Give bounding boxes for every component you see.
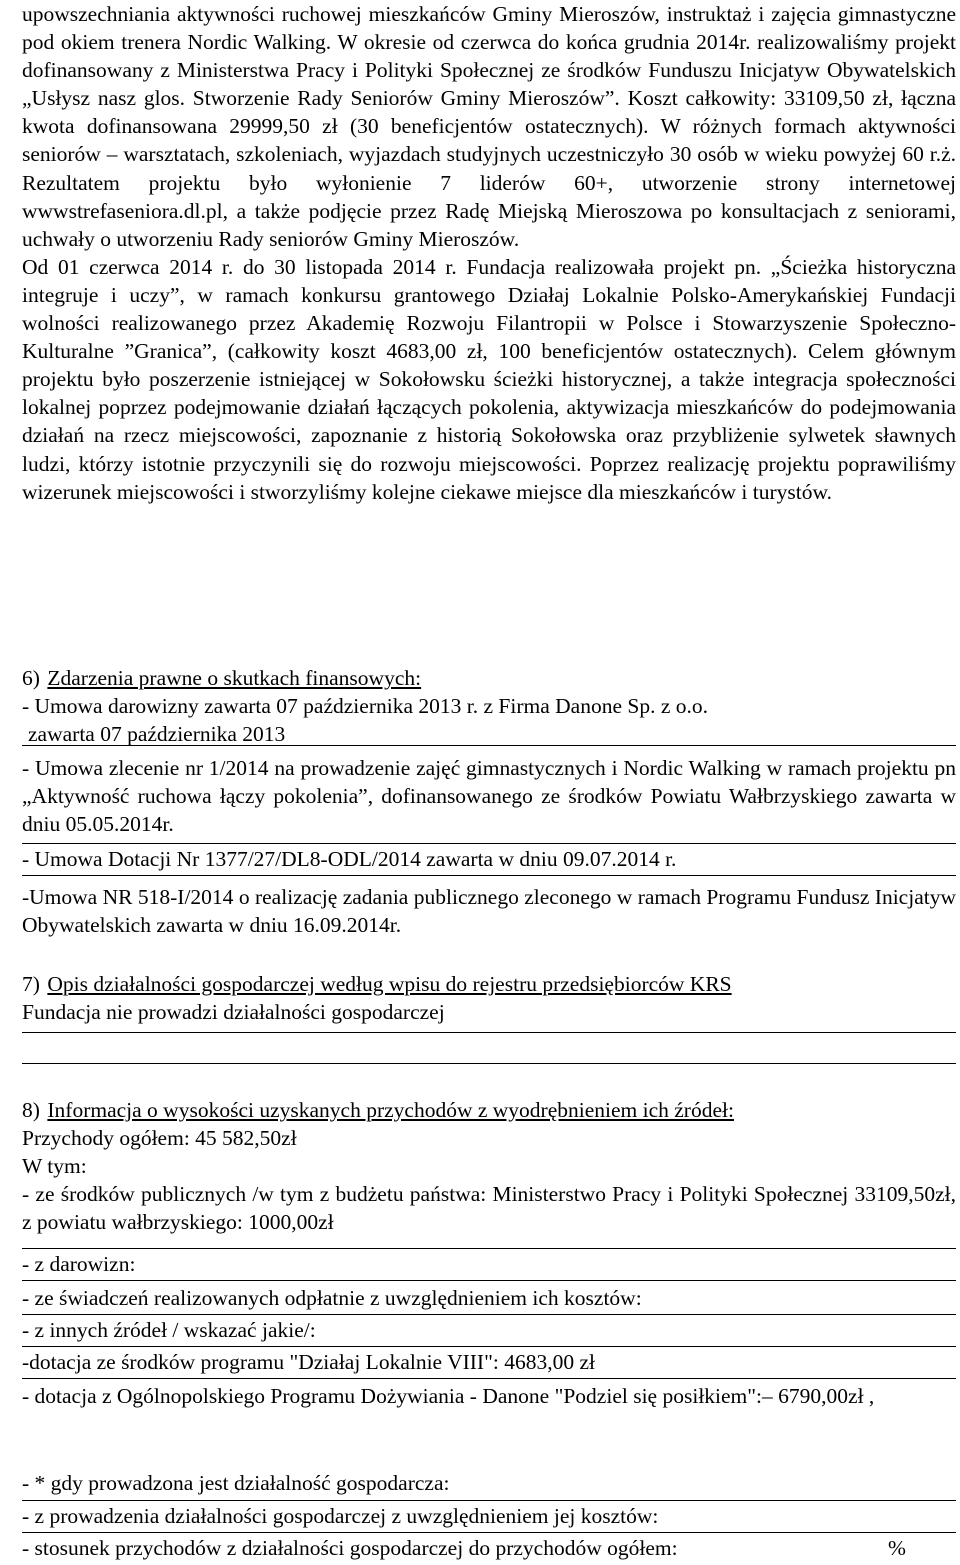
section-8-grant-1: -dotacja ze środków programu "Działaj Lokalnie VIII": 4683,00 zł bbox=[22, 1350, 595, 1374]
divider-line bbox=[22, 1314, 956, 1315]
divider-line bbox=[22, 1378, 956, 1379]
section-8-other-sources: - z innych źródeł / wskazać jakie/: bbox=[22, 1318, 316, 1342]
intro-paragraph: upowszechniania aktywności ruchowej mieszkańców Gminy Mieroszów, instruktaż i zajęcia gimnastyczne pod okiem trenera Nordic Walking. W okresie od czerwca do końca grudnia 2014r. realizowaliśmy projekt dofinansowany z Ministerstwa Pracy i Polityki Społecznej ze środków Funduszu Inicjatyw Obywatelskich „Usłysz nasz glos. Stworzenie Rady Seniorów Gminy Mieroszów”. Koszt całkowity: 33109,50 zł, łączna kwota dofinansowana 29999,50 zł (30 beneficjentów ostatecznych). W różnych formach aktywności seniorów – warsztatach, szkoleniach, wyjazdach studyjnych uczestniczyło 30 osób w wieku powyżej 60 r.ż. Rezultatem projektu było wyłonienie 7 liderów 60+, utworzenie strony internetowej wwwstrefaseniora.dl.pl, a także podjęcie przez Radę Miejską Mieroszowa po konsultacjach z seniorami, uchwały o utworzeniu Rady seniorów Gminy Mieroszów. bbox=[22, 2, 956, 251]
section-6-item-4: -Umowa NR 518-I/2014 o realizację zadania publicznego zleconego w ramach Programu Fundusz Inicjatyw Obywatelskich zawarta w dniu 16.09.2014r. bbox=[22, 885, 956, 938]
divider-line bbox=[22, 745, 956, 746]
divider-line bbox=[22, 1532, 956, 1533]
section-6-title: Zdarzenia prawne o skutkach finansowych: bbox=[47, 666, 422, 690]
section-8-heading bbox=[22, 1096, 956, 1124]
section-8-percent: % bbox=[888, 1536, 906, 1560]
section-8-business-income-block bbox=[22, 1502, 956, 1530]
section-7-heading bbox=[22, 970, 956, 998]
section-6-item-2: - Umowa zlecenie nr 1/2014 na prowadzenie zajęć gimnastycznych i Nordic Walking w ramach projektu pn „Aktywność ruchowa łączy pokolenia”, dofinansowanego ze środków Powiatu Wałbrzyskiego zawarta w dniu 05.05.2014r. bbox=[22, 756, 956, 837]
divider-line bbox=[22, 1063, 956, 1064]
divider-line bbox=[22, 1032, 956, 1033]
section-8-total: Przychody ogółem: 45 582,50zł bbox=[22, 1126, 297, 1150]
section-8-other-block bbox=[22, 1316, 956, 1344]
section-8-ratio-block bbox=[22, 1534, 956, 1562]
section-6-number: 6) bbox=[22, 666, 40, 690]
section-8-ratio-label: - stosunek przychodów z działalności gospodarczej do przychodów ogółem: bbox=[22, 1536, 678, 1560]
section-8-ratio bbox=[22, 1534, 956, 1562]
section-6-item-2-block bbox=[22, 754, 956, 838]
section-8-public: - ze środków publicznych /w tym z budżetu państwa: Ministerstwo Pracy i Polityki Społecznej 33109,50zł, z powiatu wałbrzyskiego: 1000,00zł bbox=[22, 1182, 956, 1234]
section-8-donations-block bbox=[22, 1250, 956, 1278]
section-8-donations: - z darowizn: bbox=[22, 1252, 136, 1276]
section-6-item-1b: zawarta 07 października 2013 bbox=[28, 722, 286, 746]
section-8-business-income: - z prowadzenia działalności gospodarczej z uwzględnieniem jej kosztów: bbox=[22, 1504, 659, 1528]
section-8-paid-block bbox=[22, 1284, 956, 1312]
section-7-number: 7) bbox=[22, 972, 40, 996]
section-6-item-4-block bbox=[22, 883, 956, 939]
section-6-item-3-block bbox=[22, 845, 956, 873]
section-8-business-note: - * gdy prowadzona jest działalność gospodarcza: bbox=[22, 1471, 450, 1495]
intro-paragraph-2: Od 01 czerwca 2014 r. do 30 listopada 2014 r. Fundacja realizowała projekt pn. „Ścieżka historyczna integruje i uczy”, w ramach konkursu grantowego Działaj Lokalnie Polsko-Amerykańskiej Fundacji wolności realizowanego przez Akademię Rozwoju Filantropii w Polsce i Stowarzyszenie Społeczno-Kulturalne ”Granica”, (całkowity koszt 4683,00 zł, 100 beneficjentów ostatecznych). Celem głównym projektu było poszerzenie istniejącej w Sokołowsku ścieżki historycznej, a także integracja społeczności lokalnej poprzez podejmowanie działań łączących pokolenia, aktywizacja mieszkańców do podejmowania działań na rzecz miejscowości, zapoznanie z historią Sokołowska oraz przybliżenie sylwetek sławnych ludzi, którzy istotnie przyczynili się do rozwoju miejscowości. Poprzez realizację projektu poprawiliśmy wizerunek miejscowości i stworzyliśmy kolejne ciekawe miejsce dla mieszkańców i turystów. bbox=[22, 254, 956, 504]
divider-line bbox=[22, 1346, 956, 1347]
divider-line bbox=[22, 875, 956, 876]
divider-line bbox=[22, 1280, 956, 1281]
section-8-w-tym: W tym: bbox=[22, 1154, 87, 1178]
section-8-grant1-block bbox=[22, 1348, 956, 1376]
section-6-item-3: - Umowa Dotacji Nr 1377/27/DL8-ODL/2014 zawarta w dniu 09.07.2014 r. bbox=[22, 847, 677, 871]
section-6 bbox=[22, 664, 956, 748]
divider-line bbox=[22, 1248, 956, 1249]
section-7-title: Opis działalności gospodarczej według wpisu do rejestru przedsiębiorców KRS bbox=[47, 972, 732, 996]
section-8-paid-services: - ze świadczeń realizowanych odpłatnie z uwzględnieniem ich kosztów: bbox=[22, 1286, 642, 1310]
section-8-grant2-block bbox=[22, 1382, 956, 1410]
section-7 bbox=[22, 970, 956, 1026]
intro-section bbox=[22, 0, 956, 506]
section-6-item-1: - Umowa darowizny zawarta 07 października 2013 r. z Firma Danone Sp. z o.o. bbox=[22, 694, 708, 718]
section-8-business-block bbox=[22, 1469, 956, 1497]
section-8-title: Informacja o wysokości uzyskanych przychodów z wyodrębnieniem ich źródeł: bbox=[47, 1098, 734, 1122]
section-8-number: 8) bbox=[22, 1098, 40, 1122]
section-8-grant-2: - dotacja z Ogólnopolskiego Programu Dożywiania - Danone "Podziel się posiłkiem":– 6790,00zł , bbox=[22, 1384, 875, 1408]
divider-line bbox=[22, 1500, 956, 1501]
section-6-heading bbox=[22, 664, 956, 692]
section-7-text: Fundacja nie prowadzi działalności gospodarczej bbox=[22, 1000, 445, 1024]
divider-line bbox=[22, 843, 956, 844]
section-8 bbox=[22, 1096, 956, 1236]
